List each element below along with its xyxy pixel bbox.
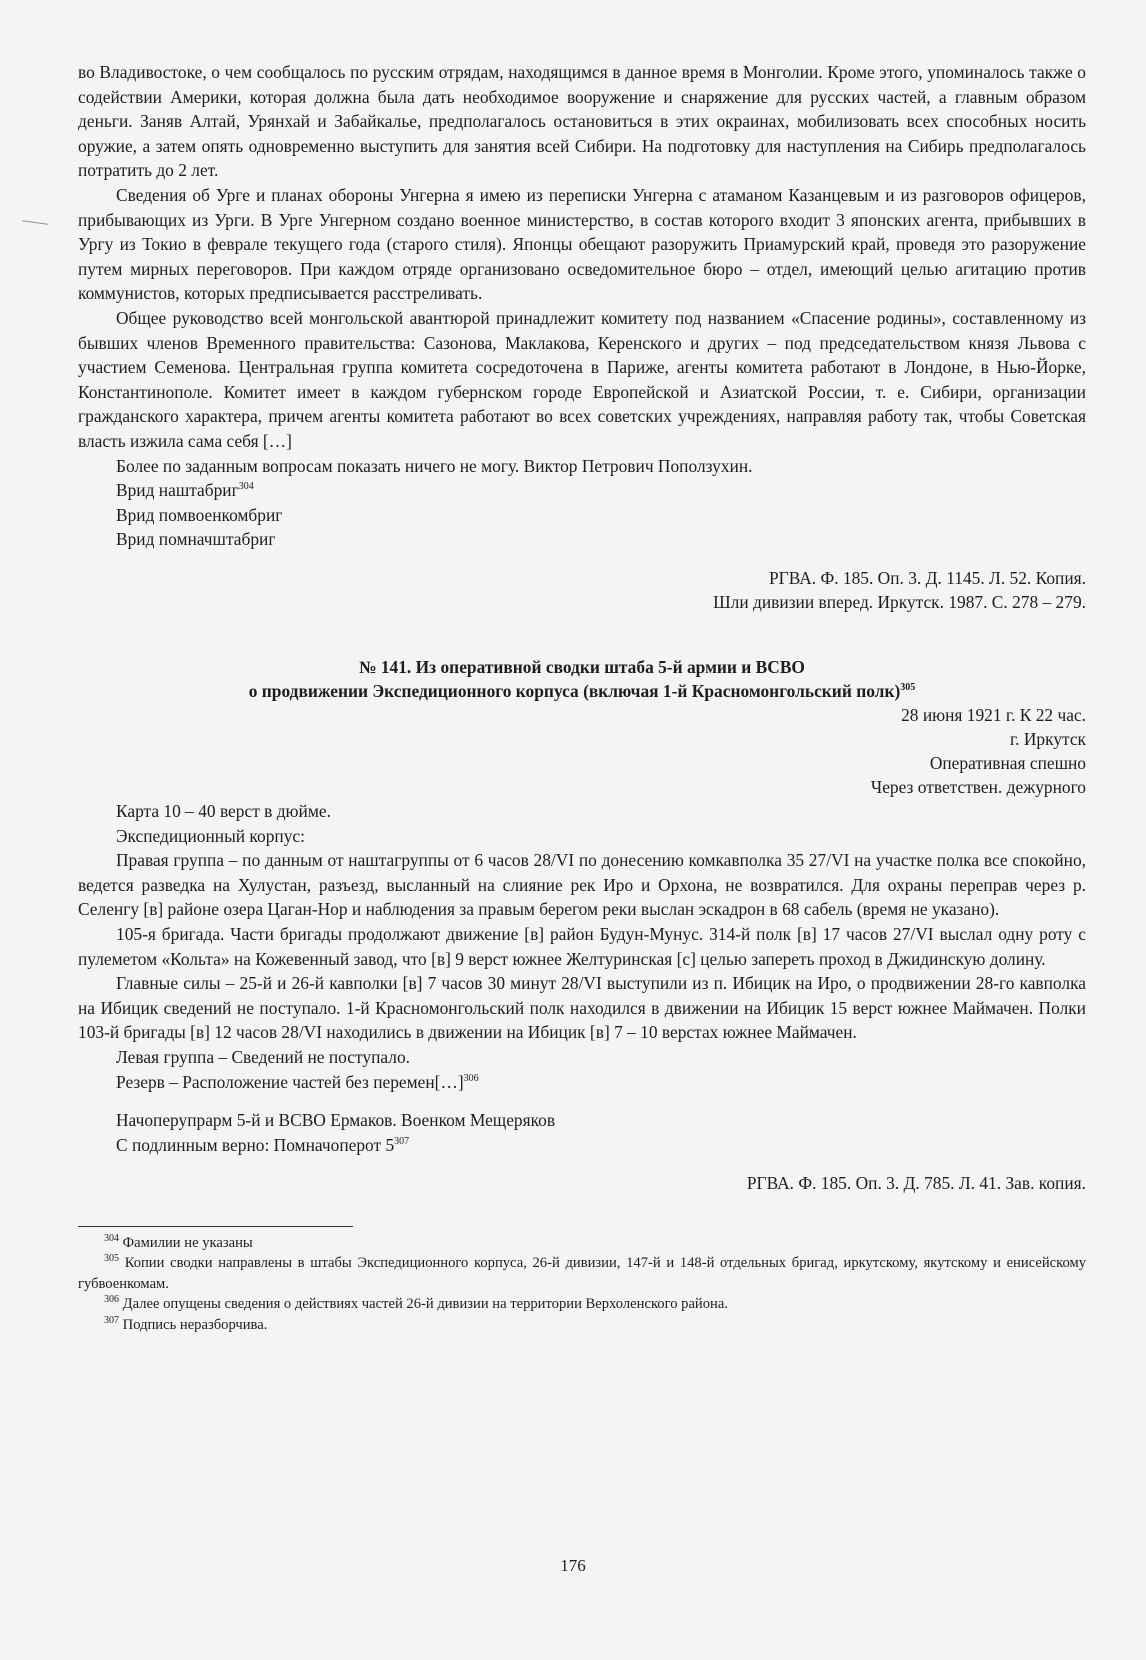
- footnote-ref[interactable]: 304: [238, 481, 254, 493]
- signature-line: С подлинным верно: Помначоперот $5^{307}$: [116, 1134, 410, 1155]
- signature-line: Начоперупрарм 5-й и ВСВО Ермаков. Военком Мещеряков: [116, 1110, 556, 1131]
- footnote-ref[interactable]: 306: [463, 1072, 479, 1084]
- paragraph: Главные силы – 25-й и 26-й кавполки [в] 7 часов 30 минут 28/VI выступили из п. Ибицик на Иро, о продвижении 28-го кавполка на Ибицик сведений не поступало. 1-й Красномонгольский полк находился в движении на Ибицик 15 верст южнее Маймачен. Полки 103-й бригады [в] 12 часов 28/VI находились в движении на Ибицик [в] 7 – 10 верстах южнее Маймачен.: [78, 973, 1086, 1043]
- footnote-ref[interactable]: 307: [394, 1135, 410, 1147]
- paragraph: Карта 10 – 40 верст в дюйме.: [116, 801, 331, 822]
- document-body: [78, 799, 1086, 1094]
- paragraph: во Владивостоке, о чем сообщалось по русским отрядам, находящимся в данное время в Монголии. Кроме этого, упоминалось также о содействии Америки, которая должна была дать необходимое вооружение и снаряжение для русских частей, а главным образом деньги. Заняв Алтай, Урянхай и Забайкалье, предполагалось остановиться в этих окраинах, мобилизовать всех способных носить оружие, а затем опять одновременно выступить для занятия всей Сибири. На подготовку для наступления на Сибирь предполагалось потратить до 2 лет.: [78, 62, 1086, 181]
- footnote: $^{307}$ Подпись неразборчива.: [104, 1315, 268, 1333]
- paragraph: Левая группа – Сведений не поступало.: [116, 1047, 410, 1067]
- paragraph: Экспедиционный корпус:: [116, 825, 305, 846]
- source-line: РГВА. Ф. 185. Оп. 3. Д. 785. Л. 41. Зав. копия.: [746, 1173, 1086, 1194]
- document-urgency: Оперативная спешно: [929, 753, 1086, 774]
- paragraph: Резерв – Расположение частей без перемен[…]$^{306}$: [116, 1071, 479, 1092]
- footnote-number: 305: [104, 1253, 119, 1265]
- archive-source: [78, 1171, 1086, 1196]
- title-line: о продвижении Экспедиционного корпуса (включая 1-й Красномонгольский полк)$^{305}$: [248, 681, 916, 702]
- signatures-block: [78, 478, 1086, 552]
- paragraph: Общее руководство всей монгольской авантюрой принадлежит комитету под названием «Спасение родины», составленному из бывших членов Временного правительства: Сазонова, Маклакова, Керенского и других – под председательством князя Львова с участием Семенова. Центральная группа комитета сосредоточена в Париже, агенты комитета работают в Лондоне, в Нью-Йорке, Константинополе. Комитет имеет в каждом губернском городе Европейской и Азиатской России, т. е. Сибири, организации гражданского характера, причем агенты комитета работают во всех советских учреждениях, направляя работу так, чтобы Советская власть изжила сама себя […]: [78, 307, 1086, 451]
- signature-line: Врид наштабриг$^{304}$: [116, 480, 254, 501]
- archive-source: [78, 566, 1086, 615]
- paragraph: 105-я бригада. Части бригады продолжают движение [в] район Будун-Мунус. 314-й полк [в] 17 часов 27/VI выслал одну роту с пулеметом «Кольта» на Кожевенный завод, что [в] 9 верст южнее Желтуринская [с] целью запереть проход в Джидинскую долину.: [78, 924, 1086, 969]
- signature-line: Врид помначштабриг: [116, 529, 276, 550]
- paragraph: Сведения об Урге и планах обороны Унгерна я имею из переписки Унгерна с атаманом Казанцевым и из разговоров офицеров, прибывающих из Урги. В Урге Унгерном создано военное министерство, в состав которого входит 3 японских агента, прибывших в Ургу из Токио в феврале текущего года (старого стиля). Японцы обещают разоружить Приамурский край, проведя это разоружение путем мирных переговоров. При каждом отряде организовано осведомительное бюро – отдел, имеющий целью агитацию против коммунистов, которых предписывается расстреливать.: [78, 184, 1086, 304]
- footnote: $^{304}$ Фамилии не указаны: [104, 1233, 253, 1251]
- footnote-number: 307: [104, 1315, 119, 1327]
- document-title: [78, 655, 1086, 703]
- footnote-number: 306: [104, 1294, 119, 1306]
- footnote-ref[interactable]: 305: [900, 682, 916, 694]
- spacer: [78, 1094, 1086, 1108]
- footnotes: [78, 1233, 1086, 1336]
- source-line: РГВА. Ф. 185. Оп. 3. Д. 1145. Л. 52. Копия.: [768, 567, 1086, 588]
- document-signatures: [78, 1108, 1086, 1157]
- signature-line: Врид помвоенкомбриг: [116, 504, 283, 525]
- footnote-number: 304: [104, 1233, 119, 1245]
- paragraph: Более по заданным вопросам показать ничего не могу. Виктор Петрович Поползухин.: [116, 455, 753, 476]
- footnote-separator: [78, 1226, 353, 1227]
- document-place: г. Иркутск: [1010, 729, 1086, 750]
- paragraph: Правая группа – по данным от наштагруппы от 6 часов 28/VI по донесению комкавполка 35 27/VI на участке полка все спокойно, ведется разведка на Хулустан, разъезд, высланный на слияние рек Иро и Орхона, не возвратился. Для охраны переправ через р. Селенгу [в] районе озера Цаган-Нор и наблюдения за правым берегом реки выслан эскадрон в 68 сабель (время не указано).: [78, 850, 1086, 920]
- footnote: $^{305}$ Копии сводки направлены в штабы Экспедиционного корпуса, 26-й дивизии, 147-й и 148-й отдельных бригад, иркутскому, якутскому и енисейскому губвоенкомам.: [78, 1253, 1087, 1292]
- page-number: 176: [560, 1556, 586, 1575]
- footnote: $^{306}$ Далее опущены сведения о действиях частей 26-й дивизии на территории Верхоленского района.: [104, 1294, 728, 1313]
- document-routing: Через ответствен. дежурного: [870, 777, 1086, 798]
- source-line: Шли дивизии вперед. Иркутск. 1987. С. 278 – 279.: [713, 592, 1086, 613]
- intro-text: [78, 60, 1086, 478]
- document-date: 28 июня 1921 г. К 22 час.: [901, 705, 1086, 726]
- margin-mark: [22, 220, 48, 225]
- title-line: № 141. Из оперативной сводки штаба 5-й армии и ВСВО: [359, 657, 805, 678]
- document-header: [78, 703, 1086, 799]
